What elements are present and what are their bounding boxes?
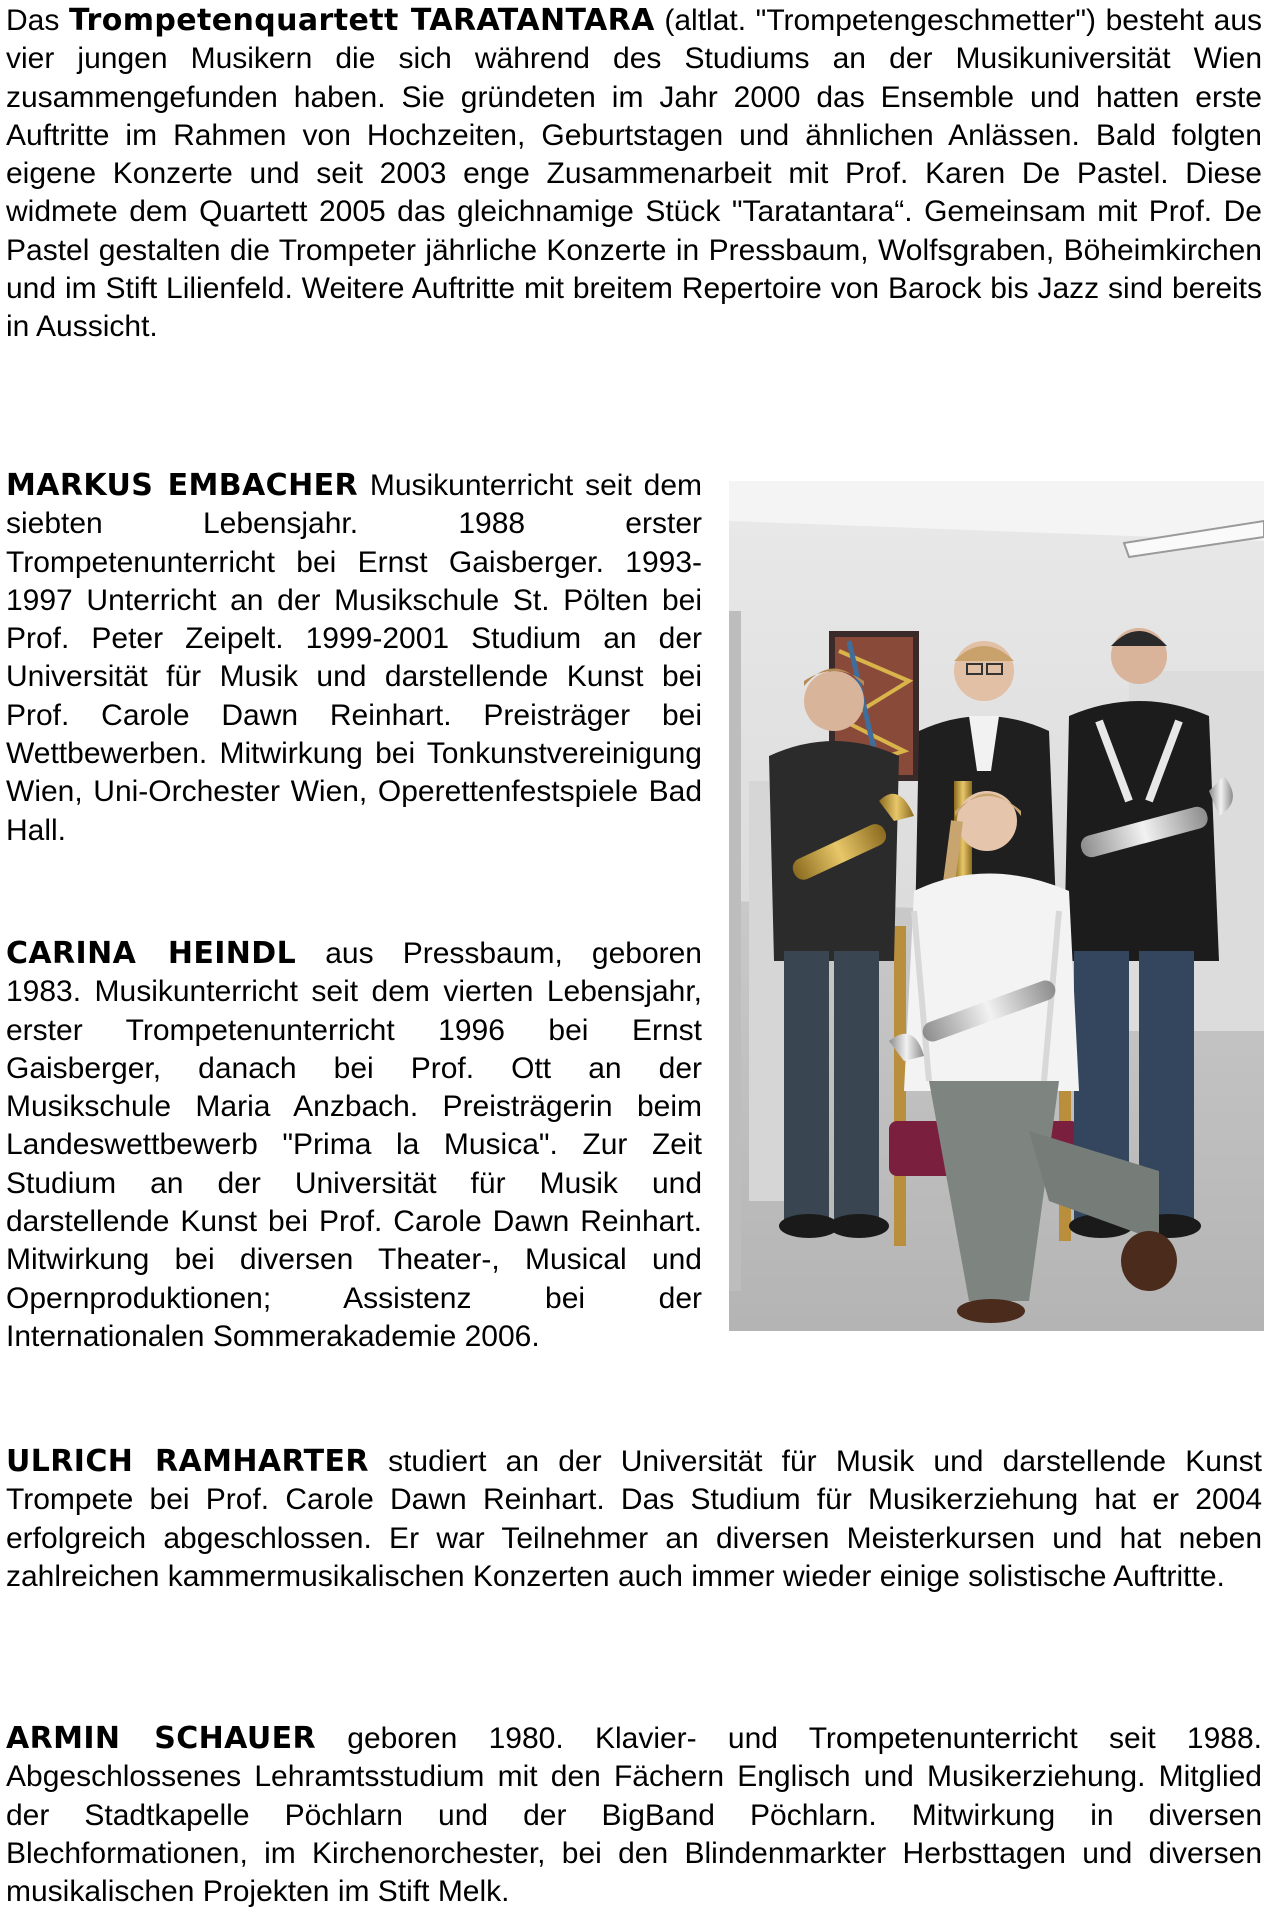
member-name: CARINA HEINDL (6, 936, 297, 971)
intro-prefix: Das (6, 4, 69, 37)
member-name: ARMIN SCHAUER (6, 1721, 316, 1756)
member-bio: aus Pressbaum, geboren 1983. Musikunterricht seit dem vierten Lebensjahr, erster Trompetenunterricht 1996 bei Ernst Gaisberger, danach bei Prof. Ott an der Musikschule Maria Anzbach. Preisträgerin beim Landeswettbewerb "Prima la Musica". Zur Zeit Studium an der Universität für Musik und darstellende Kunst bei Prof. Carole Dawn Reinhart. Mitwirkung bei diversen Theater-, Musical und Opernproduktionen; Assistenz bei der Internationalen Sommerakademie 2006. (6, 937, 702, 1353)
intro-paragraph (6, 2, 1262, 347)
member-bio: studiert an der Universität für Musik und darstellende Kunst Trompete bei Prof. Carole Dawn Reinhart. Das Studium für Musikerziehung hat er 2004 erfolgreich abgeschlossen. Er war Teilnehmer an diversen Meisterkursen und hat neben zahlreichen kammermusikalischen Konzerten auch immer wieder einige solistische Auftritte. (6, 1445, 1262, 1593)
quartet-photo (729, 481, 1264, 1331)
bio-armin-schauer (6, 1720, 1262, 1911)
member-bio: Musikunterricht seit dem siebten Lebensjahr. 1988 erster Trompetenunterricht bei Ernst Gaisberger. 1993-1997 Unterricht an der Musikschule St. Pölten bei Prof. Peter Zeipelt. 1999-2001 Studium an der Universität für Musik und darstellende Kunst bei Prof. Carole Dawn Reinhart. Preisträger bei Wettbewerben. Mitwirkung bei Tonkunstvereinigung Wien, Uni-Orchester Wien, Operettenfestspiele Bad Hall. (6, 469, 702, 847)
member-name: MARKUS EMBACHER (6, 468, 358, 503)
member-name: ULRICH RAMHARTER (6, 1444, 369, 1479)
member-bio: geboren 1980. Klavier- und Trompetenunterricht seit 1988. Abgeschlossenes Lehramtsstudium mit den Fächern Englisch und Musikerziehung. Mitglied der Stadtkapelle Pöchlarn und der BigBand Pöchlarn. Mitwirkung in diversen Blechformationen, im Kirchenorchester, bei den Blindenmarkter Herbsttagen und diversen musikalischen Projekten im Stift Melk. (6, 1722, 1262, 1909)
ensemble-name: Trompetenquartett TARATANTARA (68, 3, 655, 38)
bio-markus-embacher (6, 467, 702, 850)
intro-text: (altlat. "Trompetengeschmetter") besteht aus vier jungen Musikern die sich während des Studiums an der Musikuniversität Wien zusammengefunden haben. Sie gründeten im Jahr 2000 das Ensemble und hatten erste Auftritte im Rahmen von Hochzeiten, Geburtstagen und ähnlichen Anlässen. Bald folgten eigene Konzerte und seit 2003 enge Zusammenarbeit mit Prof. Karen De Pastel. Diese widmete dem Quartett 2005 das gleichnamige Stück "Taratantara“. Gemeinsam mit Prof. De Pastel gestalten die Trompeter jährliche Konzerte in Pressbaum, Wolfsgraben, Böheimkirchen und im Stift Lilienfeld. Weitere Auftritte mit breitem Repertoire von Barock bis Jazz sind bereits in Aussicht. (6, 4, 1263, 344)
bio-ulrich-ramharter (6, 1443, 1262, 1596)
bio-carina-heindl (6, 935, 702, 1356)
